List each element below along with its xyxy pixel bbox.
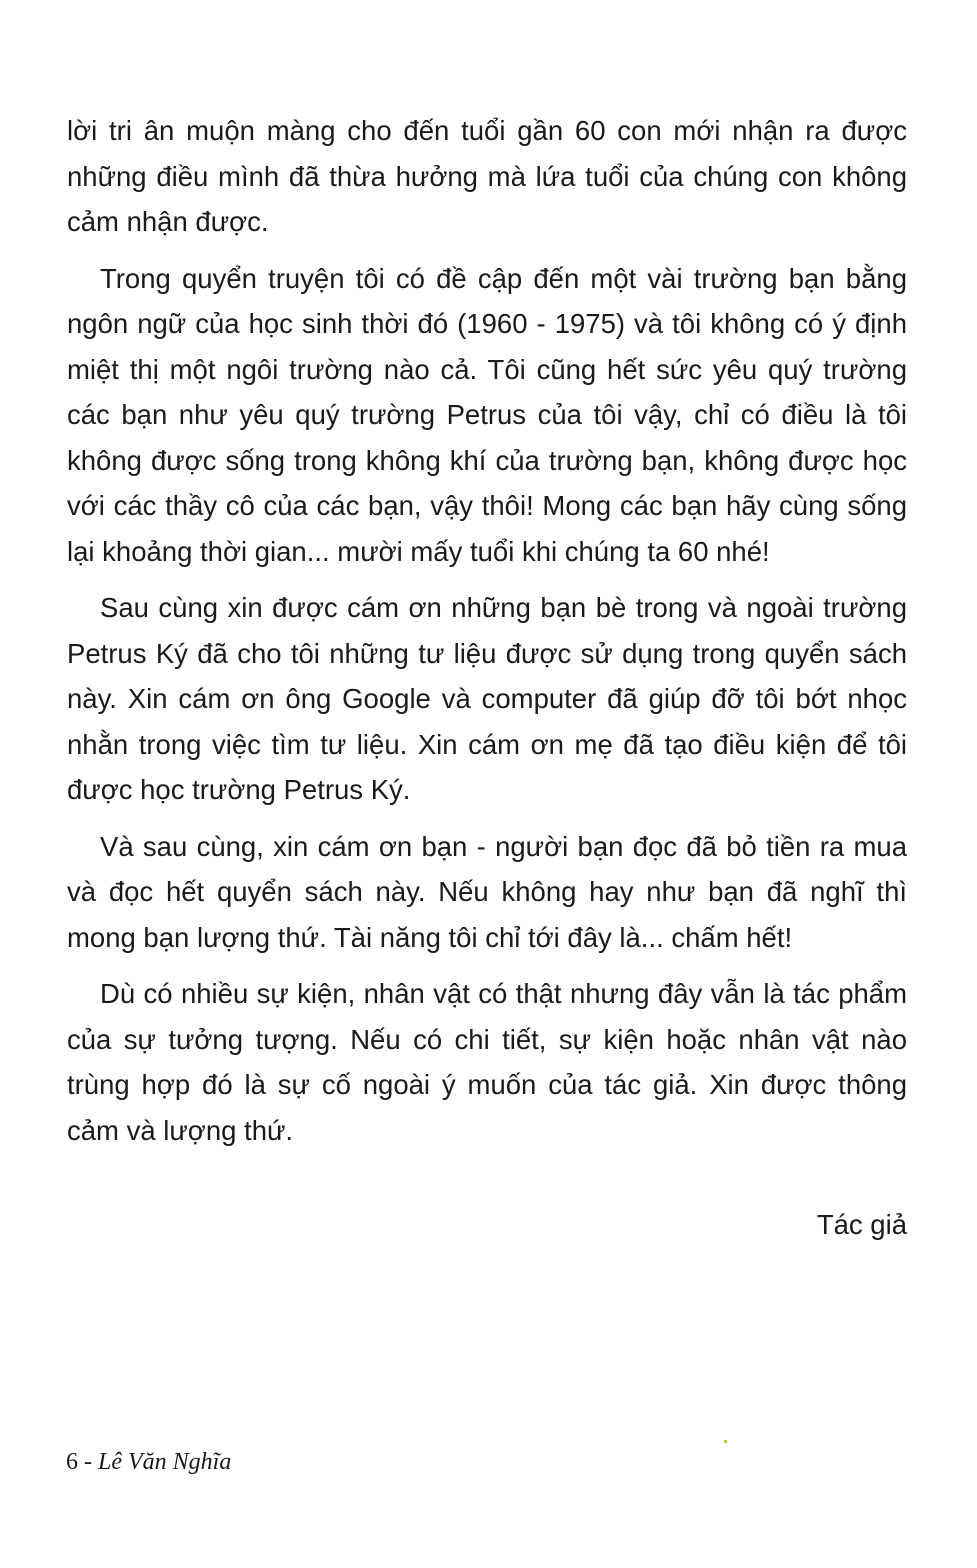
page-body-text (67, 108, 907, 1164)
paragraph-3: Sau cùng xin được cám ơn những bạn bè trong và ngoài trường Petrus Ký đã cho tôi những tư liệu được sử dụng trong quyển sách này. Xin cám ơn ông Google và computer đã giúp đỡ tôi bớt nhọc nhằn trong việc tìm tư liệu. Xin cám ơn mẹ đã tạo điều kiện để tôi được học trường Petrus Ký. (67, 592, 907, 805)
paragraph-1: lời tri ân muộn màng cho đến tuổi gần 60 con mới nhận ra được những điều mình đã thừa hưởng mà lứa tuổi của chúng con không cảm nhận được. (67, 115, 907, 237)
paragraph-2: Trong quyển truyện tôi có đề cập đến một vài trường bạn bằng ngôn ngữ của học sinh thời đó (1960 - 1975) và tôi không có ý định miệt thị một ngôi trường nào cả. Tôi cũng hết sức yêu quý trường các bạn như yêu quý trường Petrus của tôi vậy, chỉ có điều là tôi không được sống trong không khí của trường bạn, không được học với các thầy cô của các bạn, vậy thôi! Mong các bạn hãy cùng sống lại khoảng thời gian... mười mấy tuổi khi chúng ta 60 nhé! (67, 262, 907, 567)
footer-author: Lê Văn Nghĩa (98, 1449, 232, 1475)
page-footer (66, 1447, 231, 1477)
ink-speck (724, 1440, 727, 1443)
page-number: 6 (66, 1449, 78, 1475)
paragraph-4: Và sau cùng, xin cám ơn bạn - người bạn đọc đã bỏ tiền ra mua và đọc hết quyển sách này. Nếu không hay như bạn đã nghĩ thì mong bạn lượng thứ. Tài năng tôi chỉ tới đây là... chấm hết! (67, 830, 907, 953)
footer-separator: - (78, 1449, 98, 1475)
author-signature: Tác giả (816, 1209, 907, 1240)
paragraph-5: Dù có nhiều sự kiện, nhân vật có thật nhưng đây vẫn là tác phẩm của sự tưởng tượng. Nếu có chi tiết, sự kiện hoặc nhân vật nào trùng hợp đó là sự cố ngoài ý muốn của tác giả. Xin được thông cảm và lượng thứ. (67, 978, 907, 1146)
